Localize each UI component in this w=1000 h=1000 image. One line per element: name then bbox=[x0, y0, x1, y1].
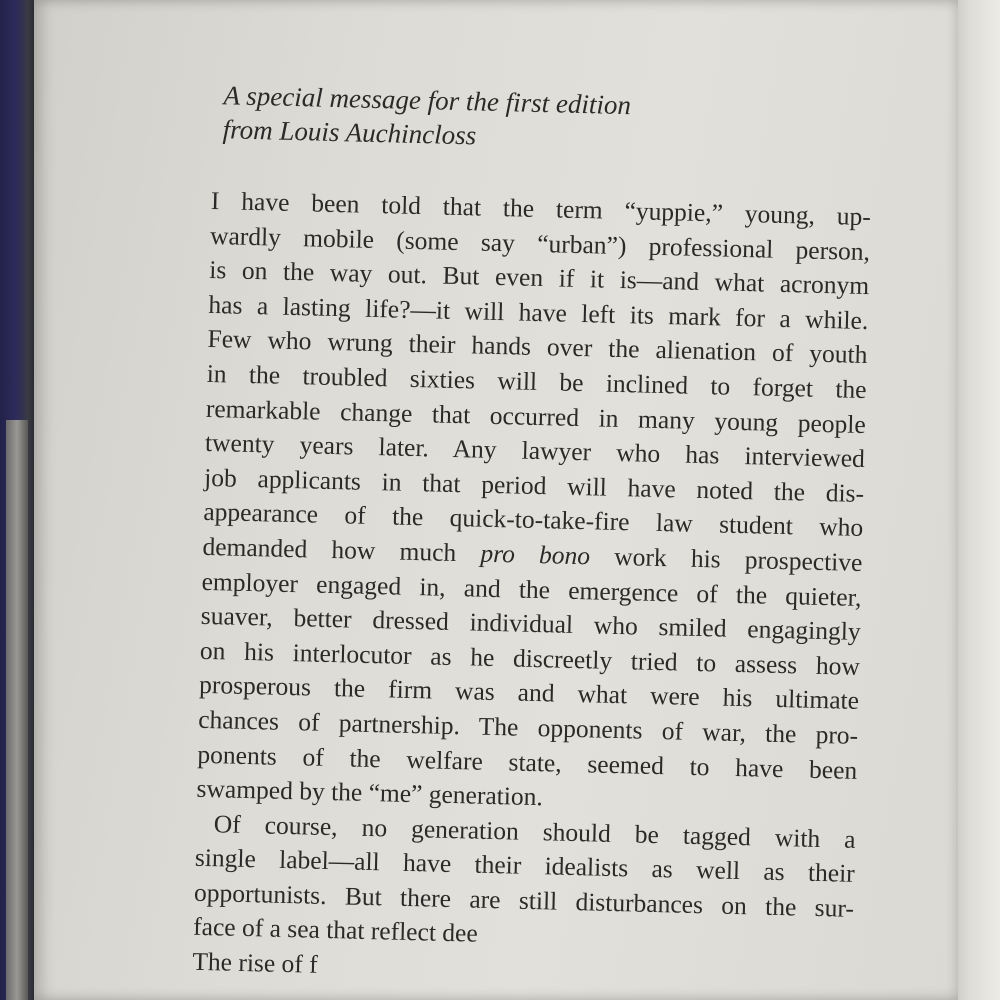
text-line: has a lasting life?—it will have left its mark for a while. bbox=[208, 289, 869, 335]
text-line: in the troubled sixties will be inclined to forget the bbox=[206, 358, 867, 405]
text-line: ponents of the welfare state, seemed to have been bbox=[197, 739, 858, 785]
message-heading bbox=[222, 78, 873, 162]
text-line: on his interlocutor as he discreetly tried to assess how bbox=[199, 635, 861, 681]
text-line: opportunists. But there are still disturbances on the sur- bbox=[193, 877, 855, 923]
book-page bbox=[34, 0, 958, 1000]
text-line-partial: The rise of f bbox=[192, 946, 319, 979]
text-line: job applicants in that period will have noted the dis- bbox=[203, 462, 865, 508]
text-line: remarkable change that occurred in many young people bbox=[205, 393, 867, 439]
text-line: is on the way out. But even if it is—and what acronym bbox=[208, 255, 870, 301]
text-line: appearance of the quick-to-take-fire law student who bbox=[203, 497, 864, 543]
text-line: swamped by the “me” generation. bbox=[196, 773, 544, 812]
text-segment: demanded how much bbox=[202, 531, 457, 567]
text-segment: work his prospective bbox=[613, 541, 863, 577]
heading-line-2: from Louis Auchincloss bbox=[222, 114, 477, 151]
facing-page-edge bbox=[952, 0, 1000, 1000]
text-line: employer engaged in, and the emergence of the quieter, bbox=[201, 566, 862, 612]
page-text bbox=[192, 78, 874, 996]
text-line: single label—all have their idealists as well as their bbox=[194, 843, 856, 889]
text-line: suaver, better dressed individual who smiled engagingly bbox=[200, 600, 862, 647]
text-line: wardly mobile (some say “urban”) professional person, bbox=[209, 220, 871, 266]
text-line: face of a sea that reflect dee bbox=[192, 912, 479, 949]
text-line: Few who wrung their hands over the alienation of youth bbox=[207, 324, 868, 370]
heading-line-1: A special message for the first edition bbox=[223, 80, 632, 121]
text-line: twenty years later. Any lawyer who has interviewed bbox=[204, 428, 866, 474]
text-line: chances of partnership. The opponents of war, the pro- bbox=[197, 704, 859, 750]
text-line: Of course, no generation should be tagged with a bbox=[213, 808, 856, 854]
text-line: prosperous the firm was and what were his ultimate bbox=[198, 670, 860, 716]
italic-phrase: pro bono bbox=[480, 538, 591, 571]
book-spine-strip bbox=[6, 420, 28, 1000]
text-line: I have been told that the term “yuppie,” young, up- bbox=[210, 185, 872, 232]
